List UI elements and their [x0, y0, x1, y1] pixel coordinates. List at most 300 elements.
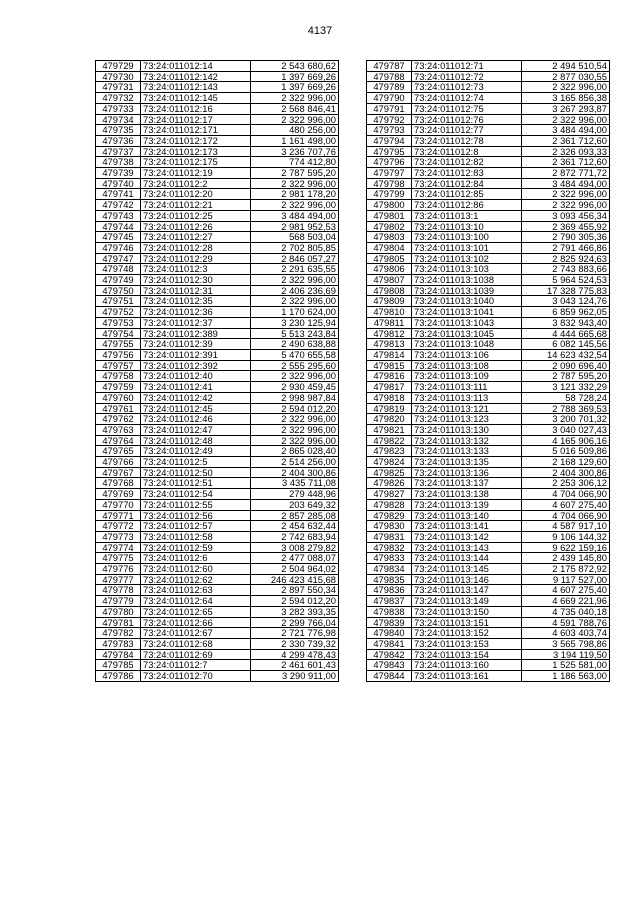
table-row [367, 510, 610, 521]
value-cell: 2 930 459,45 [251, 382, 339, 393]
value-cell: 5 513 243,84 [251, 328, 339, 339]
table-row [96, 596, 339, 607]
table-row [96, 339, 339, 350]
table-row [367, 103, 610, 114]
value-cell: 5 470 655,58 [251, 349, 339, 360]
cadastral-number-cell: 73:24:011012:21 [141, 200, 251, 211]
value-cell: 4 607 275,40 [522, 585, 610, 596]
left-data-table [95, 60, 339, 682]
table-row [96, 103, 339, 114]
value-cell: 2 790 305,36 [522, 232, 610, 243]
table-row [96, 242, 339, 253]
right-table-body [367, 61, 610, 682]
value-cell: 9 622 159,16 [522, 542, 610, 553]
row-number-cell: 479809 [367, 296, 412, 307]
table-row [367, 339, 610, 350]
row-number-cell: 479729 [96, 61, 141, 72]
row-number-cell: 479795 [367, 146, 412, 157]
cadastral-number-cell: 73:24:011012:40 [141, 371, 251, 382]
row-number-cell: 479732 [96, 93, 141, 104]
value-cell: 6 859 962,05 [522, 307, 610, 318]
cadastral-number-cell: 73:24:011012:5 [141, 457, 251, 468]
table-row [96, 628, 339, 639]
row-number-cell: 479773 [96, 531, 141, 542]
table-row [367, 414, 610, 425]
table-row [96, 82, 339, 93]
row-number-cell: 479769 [96, 489, 141, 500]
value-cell: 3 043 124,76 [522, 296, 610, 307]
row-number-cell: 479783 [96, 638, 141, 649]
row-number-cell: 479791 [367, 103, 412, 114]
value-cell: 3 565 798,86 [522, 638, 610, 649]
cadastral-number-cell: 73:24:011012:56 [141, 510, 251, 521]
value-cell: 3 484 494,00 [251, 210, 339, 221]
cadastral-number-cell: 73:24:011013:1048 [412, 339, 522, 350]
table-row [367, 382, 610, 393]
value-cell: 2 787 595,20 [522, 371, 610, 382]
table-row [367, 264, 610, 275]
value-cell: 58 728,24 [522, 392, 610, 403]
cadastral-number-cell: 73:24:011012:59 [141, 542, 251, 553]
row-number-cell: 479829 [367, 510, 412, 521]
value-cell: 2 981 178,20 [251, 189, 339, 200]
table-row [96, 617, 339, 628]
cadastral-number-cell: 73:24:011013:137 [412, 478, 522, 489]
cadastral-number-cell: 73:24:011012:39 [141, 339, 251, 350]
table-row [367, 564, 610, 575]
row-number-cell: 479740 [96, 178, 141, 189]
table-row [96, 275, 339, 286]
cadastral-number-cell: 73:24:011013:146 [412, 574, 522, 585]
value-cell: 2 322 996,00 [251, 296, 339, 307]
table-row [96, 521, 339, 532]
value-cell: 4 704 066,90 [522, 489, 610, 500]
cadastral-number-cell: 73:24:011012:74 [412, 93, 522, 104]
cadastral-number-cell: 73:24:011012:35 [141, 296, 251, 307]
row-number-cell: 479824 [367, 457, 412, 468]
table-row [367, 210, 610, 221]
cadastral-number-cell: 73:24:011012:6 [141, 553, 251, 564]
row-number-cell: 479841 [367, 638, 412, 649]
cadastral-number-cell: 73:24:011012:85 [412, 189, 522, 200]
value-cell: 2 404 300,86 [251, 467, 339, 478]
table-row [367, 606, 610, 617]
table-row [96, 360, 339, 371]
row-number-cell: 479807 [367, 275, 412, 286]
row-number-cell: 479765 [96, 446, 141, 457]
cadastral-number-cell: 73:24:011013:121 [412, 403, 522, 414]
row-number-cell: 479787 [367, 61, 412, 72]
value-cell: 2 322 996,00 [251, 275, 339, 286]
table-row [96, 61, 339, 72]
cadastral-number-cell: 73:24:011013:161 [412, 671, 522, 682]
cadastral-number-cell: 73:24:011012:67 [141, 628, 251, 639]
cadastral-number-cell: 73:24:011012:49 [141, 446, 251, 457]
row-number-cell: 479762 [96, 414, 141, 425]
cadastral-number-cell: 73:24:011012:75 [412, 103, 522, 114]
table-row [96, 478, 339, 489]
table-row [96, 414, 339, 425]
cadastral-number-cell: 73:24:011012:84 [412, 178, 522, 189]
value-cell: 2 253 306,12 [522, 478, 610, 489]
cadastral-number-cell: 73:24:011012:46 [141, 414, 251, 425]
table-row [367, 135, 610, 146]
cadastral-number-cell: 73:24:011013:140 [412, 510, 522, 521]
value-cell: 2 791 466,86 [522, 242, 610, 253]
cadastral-number-cell: 73:24:011012:19 [141, 168, 251, 179]
row-number-cell: 479796 [367, 157, 412, 168]
row-number-cell: 479826 [367, 478, 412, 489]
cadastral-number-cell: 73:24:011012:54 [141, 489, 251, 500]
row-number-cell: 479803 [367, 232, 412, 243]
cadastral-number-cell: 73:24:011013:133 [412, 446, 522, 457]
cadastral-number-cell: 73:24:011013:153 [412, 638, 522, 649]
page-number: 4137 [307, 25, 333, 37]
cadastral-number-cell: 73:24:011013:149 [412, 596, 522, 607]
table-row [367, 457, 610, 468]
table-row [96, 328, 339, 339]
cadastral-number-cell: 73:24:011012:73 [412, 82, 522, 93]
cadastral-number-cell: 73:24:011013:1 [412, 210, 522, 221]
table-row [96, 382, 339, 393]
row-number-cell: 479818 [367, 392, 412, 403]
table-row [367, 467, 610, 478]
table-row [96, 649, 339, 660]
cadastral-number-cell: 73:24:011012:78 [412, 135, 522, 146]
table-row [96, 392, 339, 403]
cadastral-number-cell: 73:24:011012:64 [141, 596, 251, 607]
value-cell: 2 322 996,00 [251, 200, 339, 211]
cadastral-number-cell: 73:24:011012:389 [141, 328, 251, 339]
table-row [367, 649, 610, 660]
row-number-cell: 479745 [96, 232, 141, 243]
row-number-cell: 479738 [96, 157, 141, 168]
row-number-cell: 479730 [96, 71, 141, 82]
table-row [96, 606, 339, 617]
value-cell: 2 330 739,32 [251, 638, 339, 649]
value-cell: 2 490 638,88 [251, 339, 339, 350]
cadastral-number-cell: 73:24:011013:113 [412, 392, 522, 403]
row-number-cell: 479842 [367, 649, 412, 660]
value-cell: 2 299 766,04 [251, 617, 339, 628]
table-row [367, 403, 610, 414]
row-number-cell: 479743 [96, 210, 141, 221]
value-cell: 2 326 093,33 [522, 146, 610, 157]
row-number-cell: 479815 [367, 360, 412, 371]
table-row [96, 349, 339, 360]
table-row [367, 285, 610, 296]
table-row [96, 424, 339, 435]
cadastral-number-cell: 73:24:011012:50 [141, 467, 251, 478]
row-number-cell: 479843 [367, 660, 412, 671]
cadastral-number-cell: 73:24:011013:102 [412, 253, 522, 264]
value-cell: 279 448,96 [251, 489, 339, 500]
table-row [367, 93, 610, 104]
row-number-cell: 479786 [96, 671, 141, 682]
cadastral-number-cell: 73:24:011013:143 [412, 542, 522, 553]
row-number-cell: 479779 [96, 596, 141, 607]
table-row [367, 360, 610, 371]
cadastral-number-cell: 73:24:011012:16 [141, 103, 251, 114]
row-number-cell: 479751 [96, 296, 141, 307]
row-number-cell: 479805 [367, 253, 412, 264]
table-row [96, 638, 339, 649]
table-row [367, 349, 610, 360]
table-row [367, 478, 610, 489]
table-row [96, 671, 339, 682]
row-number-cell: 479790 [367, 93, 412, 104]
row-number-cell: 479776 [96, 564, 141, 575]
value-cell: 3 093 456,34 [522, 210, 610, 221]
table-row [367, 232, 610, 243]
row-number-cell: 479771 [96, 510, 141, 521]
value-cell: 4 444 665,68 [522, 328, 610, 339]
value-cell: 2 322 996,00 [522, 114, 610, 125]
row-number-cell: 479812 [367, 328, 412, 339]
value-cell: 2 825 924,63 [522, 253, 610, 264]
value-cell: 9 106 144,32 [522, 531, 610, 542]
value-cell: 2 322 996,00 [251, 414, 339, 425]
table-row [367, 221, 610, 232]
row-number-cell: 479744 [96, 221, 141, 232]
table-row [96, 542, 339, 553]
cadastral-number-cell: 73:24:011012:175 [141, 157, 251, 168]
table-row [96, 157, 339, 168]
cadastral-number-cell: 73:24:011012:58 [141, 531, 251, 542]
cadastral-number-cell: 73:24:011012:26 [141, 221, 251, 232]
value-cell: 3 832 943,40 [522, 317, 610, 328]
table-row [96, 660, 339, 671]
row-number-cell: 479827 [367, 489, 412, 500]
row-number-cell: 479804 [367, 242, 412, 253]
value-cell: 1 161 498,00 [251, 135, 339, 146]
row-number-cell: 479836 [367, 585, 412, 596]
cadastral-number-cell: 73:24:011012:31 [141, 285, 251, 296]
row-number-cell: 479789 [367, 82, 412, 93]
row-number-cell: 479778 [96, 585, 141, 596]
cadastral-number-cell: 73:24:011013:1043 [412, 317, 522, 328]
value-cell: 2 702 805,85 [251, 242, 339, 253]
cadastral-number-cell: 73:24:011012:28 [141, 242, 251, 253]
cadastral-number-cell: 73:24:011012:51 [141, 478, 251, 489]
cadastral-number-cell: 73:24:011012:69 [141, 649, 251, 660]
table-row [96, 510, 339, 521]
row-number-cell: 479830 [367, 521, 412, 532]
table-row [96, 564, 339, 575]
value-cell: 2 568 846,41 [251, 103, 339, 114]
value-cell: 3 484 494,00 [522, 125, 610, 136]
table-row [367, 328, 610, 339]
cadastral-number-cell: 73:24:011013:132 [412, 435, 522, 446]
cadastral-number-cell: 73:24:011013:150 [412, 606, 522, 617]
table-row [96, 489, 339, 500]
cadastral-number-cell: 73:24:011012:37 [141, 317, 251, 328]
value-cell: 2 439 145,80 [522, 553, 610, 564]
row-number-cell: 479763 [96, 424, 141, 435]
cadastral-number-cell: 73:24:011013:139 [412, 499, 522, 510]
left-table-body [96, 61, 339, 682]
value-cell: 2 361 712,60 [522, 135, 610, 146]
cadastral-number-cell: 73:24:011012:83 [412, 168, 522, 179]
cadastral-number-cell: 73:24:011012:8 [412, 146, 522, 157]
table-row [96, 146, 339, 157]
row-number-cell: 479840 [367, 628, 412, 639]
value-cell: 2 846 057,27 [251, 253, 339, 264]
cadastral-number-cell: 73:24:011012:27 [141, 232, 251, 243]
row-number-cell: 479835 [367, 574, 412, 585]
cadastral-number-cell: 73:24:011013:108 [412, 360, 522, 371]
row-number-cell: 479768 [96, 478, 141, 489]
row-number-cell: 479737 [96, 146, 141, 157]
cadastral-number-cell: 73:24:011012:20 [141, 189, 251, 200]
table-row [367, 392, 610, 403]
table-row [96, 71, 339, 82]
cadastral-number-cell: 73:24:011012:82 [412, 157, 522, 168]
row-number-cell: 479832 [367, 542, 412, 553]
cadastral-number-cell: 73:24:011012:41 [141, 382, 251, 393]
value-cell: 1 186 563,00 [522, 671, 610, 682]
row-number-cell: 479839 [367, 617, 412, 628]
cadastral-number-cell: 73:24:011012:62 [141, 574, 251, 585]
row-number-cell: 479823 [367, 446, 412, 457]
value-cell: 1 525 581,00 [522, 660, 610, 671]
value-cell: 2 877 030,55 [522, 71, 610, 82]
table-row [96, 189, 339, 200]
cadastral-number-cell: 73:24:011013:151 [412, 617, 522, 628]
cadastral-number-cell: 73:24:011013:101 [412, 242, 522, 253]
value-cell: 2 594 012,20 [251, 403, 339, 414]
cadastral-number-cell: 73:24:011012:57 [141, 521, 251, 532]
row-number-cell: 479834 [367, 564, 412, 575]
cadastral-number-cell: 73:24:011013:160 [412, 660, 522, 671]
value-cell: 3 230 125,94 [251, 317, 339, 328]
value-cell: 14 623 432,54 [522, 349, 610, 360]
cadastral-number-cell: 73:24:011012:48 [141, 435, 251, 446]
row-number-cell: 479758 [96, 371, 141, 382]
table-row [367, 71, 610, 82]
value-cell: 4 587 917,10 [522, 521, 610, 532]
value-cell: 3 290 911,00 [251, 671, 339, 682]
cadastral-number-cell: 73:24:011012:86 [412, 200, 522, 211]
table-row [96, 553, 339, 564]
value-cell: 2 322 996,00 [522, 200, 610, 211]
value-cell: 2 322 996,00 [251, 93, 339, 104]
row-number-cell: 479781 [96, 617, 141, 628]
row-number-cell: 479755 [96, 339, 141, 350]
row-number-cell: 479731 [96, 82, 141, 93]
cadastral-number-cell: 73:24:011012:47 [141, 424, 251, 435]
cadastral-number-cell: 73:24:011013:100 [412, 232, 522, 243]
table-row [96, 125, 339, 136]
table-row [96, 403, 339, 414]
cadastral-number-cell: 73:24:011013:138 [412, 489, 522, 500]
value-cell: 3 282 393,35 [251, 606, 339, 617]
table-row [367, 307, 610, 318]
row-number-cell: 479766 [96, 457, 141, 468]
cadastral-number-cell: 73:24:011012:173 [141, 146, 251, 157]
table-row [96, 371, 339, 382]
value-cell: 2 743 883,66 [522, 264, 610, 275]
cadastral-number-cell: 73:24:011013:1039 [412, 285, 522, 296]
cadastral-number-cell: 73:24:011013:130 [412, 424, 522, 435]
table-row [367, 628, 610, 639]
cadastral-number-cell: 73:24:011012:70 [141, 671, 251, 682]
value-cell: 2 322 996,00 [251, 424, 339, 435]
row-number-cell: 479806 [367, 264, 412, 275]
value-cell: 4 607 275,40 [522, 499, 610, 510]
cadastral-number-cell: 73:24:011013:10 [412, 221, 522, 232]
table-row [96, 264, 339, 275]
row-number-cell: 479735 [96, 125, 141, 136]
cadastral-number-cell: 73:24:011013:135 [412, 457, 522, 468]
value-cell: 2 406 236,69 [251, 285, 339, 296]
row-number-cell: 479756 [96, 349, 141, 360]
value-cell: 5 016 509,86 [522, 446, 610, 457]
table-row [96, 574, 339, 585]
cadastral-number-cell: 73:24:011012:63 [141, 585, 251, 596]
value-cell: 4 669 221,96 [522, 596, 610, 607]
value-cell: 2 897 550,34 [251, 585, 339, 596]
value-cell: 3 435 711,08 [251, 478, 339, 489]
row-number-cell: 479822 [367, 435, 412, 446]
row-number-cell: 479831 [367, 531, 412, 542]
value-cell: 1 170 624,00 [251, 307, 339, 318]
value-cell: 3 165 856,38 [522, 93, 610, 104]
row-number-cell: 479764 [96, 435, 141, 446]
table-row [367, 296, 610, 307]
cadastral-number-cell: 73:24:011012:45 [141, 403, 251, 414]
cadastral-number-cell: 73:24:011012:3 [141, 264, 251, 275]
value-cell: 203 649,32 [251, 499, 339, 510]
cadastral-number-cell: 73:24:011013:141 [412, 521, 522, 532]
table-row [367, 424, 610, 435]
cadastral-number-cell: 73:24:011012:30 [141, 275, 251, 286]
value-cell: 2 322 996,00 [251, 114, 339, 125]
row-number-cell: 479797 [367, 168, 412, 179]
cadastral-number-cell: 73:24:011012:145 [141, 93, 251, 104]
value-cell: 568 503,04 [251, 232, 339, 243]
row-number-cell: 479811 [367, 317, 412, 328]
table-row [367, 596, 610, 607]
row-number-cell: 479828 [367, 499, 412, 510]
row-number-cell: 479784 [96, 649, 141, 660]
value-cell: 2 594 012,20 [251, 596, 339, 607]
cadastral-number-cell: 73:24:011012:172 [141, 135, 251, 146]
value-cell: 3 040 027,43 [522, 424, 610, 435]
value-cell: 2 461 601,43 [251, 660, 339, 671]
cadastral-number-cell: 73:24:011013:136 [412, 467, 522, 478]
cadastral-number-cell: 73:24:011012:68 [141, 638, 251, 649]
row-number-cell: 479785 [96, 660, 141, 671]
cadastral-number-cell: 73:24:011013:1045 [412, 328, 522, 339]
value-cell: 2 322 996,00 [251, 435, 339, 446]
value-cell: 2 514 256,00 [251, 457, 339, 468]
row-number-cell: 479816 [367, 371, 412, 382]
row-number-cell: 479813 [367, 339, 412, 350]
table-row [367, 189, 610, 200]
row-number-cell: 479748 [96, 264, 141, 275]
cadastral-number-cell: 73:24:011013:1041 [412, 307, 522, 318]
row-number-cell: 479825 [367, 467, 412, 478]
value-cell: 1 397 669,26 [251, 82, 339, 93]
value-cell: 2 865 028,40 [251, 446, 339, 457]
cadastral-number-cell: 73:24:011012:72 [412, 71, 522, 82]
table-row [96, 221, 339, 232]
table-row [367, 671, 610, 682]
value-cell: 3 200 701,32 [522, 414, 610, 425]
row-number-cell: 479799 [367, 189, 412, 200]
cadastral-number-cell: 73:24:011013:123 [412, 414, 522, 425]
